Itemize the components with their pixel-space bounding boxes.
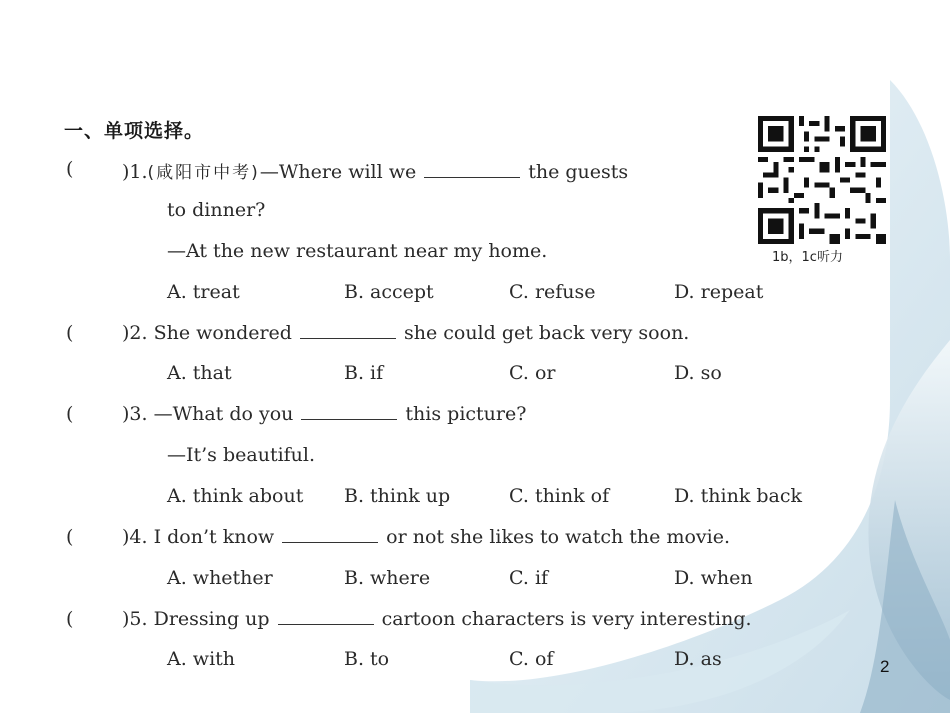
answer-blank bbox=[278, 608, 374, 625]
question-number: )4. bbox=[122, 526, 148, 548]
answer-blank bbox=[300, 322, 396, 339]
option-c: C. think of bbox=[509, 485, 610, 507]
option-b: B. to bbox=[344, 648, 390, 670]
question-text-after: the guests bbox=[528, 161, 629, 183]
question-source: (咸阳市中考) bbox=[147, 163, 260, 183]
option-c: C. of bbox=[509, 648, 554, 670]
option-a: A. think about bbox=[167, 485, 304, 507]
section-title: 一、单项选择。 bbox=[64, 120, 205, 142]
question-stem bbox=[122, 158, 628, 183]
question-continuation: to dinner? bbox=[167, 199, 266, 221]
option-b: B. if bbox=[344, 362, 384, 384]
option-d: D. so bbox=[674, 362, 722, 384]
question-text-before: —What do you bbox=[153, 403, 294, 425]
question-number: )2. bbox=[122, 322, 148, 344]
option-d: D. when bbox=[674, 567, 753, 589]
option-c: C. or bbox=[509, 362, 556, 384]
answer-bracket: ( bbox=[66, 526, 74, 548]
answer-blank bbox=[424, 161, 520, 178]
option-c: C. refuse bbox=[509, 281, 596, 303]
question-number: )5. bbox=[122, 608, 148, 630]
answer-blank bbox=[301, 403, 397, 420]
question-text-after: or not she likes to watch the movie. bbox=[386, 526, 731, 548]
question-text-before: Dressing up bbox=[153, 608, 270, 630]
question-reply: —At the new restaurant near my home. bbox=[167, 240, 548, 262]
question-text-after: cartoon characters is very interesting. bbox=[381, 608, 752, 630]
question-stem bbox=[122, 322, 689, 344]
question-stem bbox=[122, 403, 526, 425]
answer-bracket: ( bbox=[66, 158, 74, 180]
option-b: B. accept bbox=[344, 281, 434, 303]
question-text-before: She wondered bbox=[153, 322, 292, 344]
answer-bracket: ( bbox=[66, 403, 74, 425]
qr-caption: 1b，1c听力 bbox=[772, 250, 843, 265]
answer-bracket: ( bbox=[66, 608, 74, 630]
question-text-after: this picture? bbox=[405, 403, 527, 425]
option-b: B. where bbox=[344, 567, 431, 589]
question-text-before: I don’t know bbox=[153, 526, 275, 548]
question-number: )3. bbox=[122, 403, 148, 425]
qr-code-icon bbox=[758, 116, 886, 244]
answer-bracket: ( bbox=[66, 322, 74, 344]
page-number: 2 bbox=[880, 657, 890, 676]
question-text-before: —Where will we bbox=[259, 161, 417, 183]
answer-blank bbox=[282, 526, 378, 543]
question-stem bbox=[122, 526, 730, 548]
option-d: D. think back bbox=[674, 485, 803, 507]
option-a: A. whether bbox=[167, 567, 273, 589]
option-a: A. with bbox=[167, 648, 236, 670]
question-stem bbox=[122, 608, 752, 630]
option-b: B. think up bbox=[344, 485, 451, 507]
option-c: C. if bbox=[509, 567, 549, 589]
question-text-after: she could get back very soon. bbox=[403, 322, 690, 344]
question-number: )1. bbox=[122, 161, 148, 183]
option-a: A. that bbox=[167, 362, 232, 384]
option-a: A. treat bbox=[167, 281, 240, 303]
option-d: D. as bbox=[674, 648, 722, 670]
option-d: D. repeat bbox=[674, 281, 764, 303]
question-reply: —It’s beautiful. bbox=[167, 444, 316, 466]
